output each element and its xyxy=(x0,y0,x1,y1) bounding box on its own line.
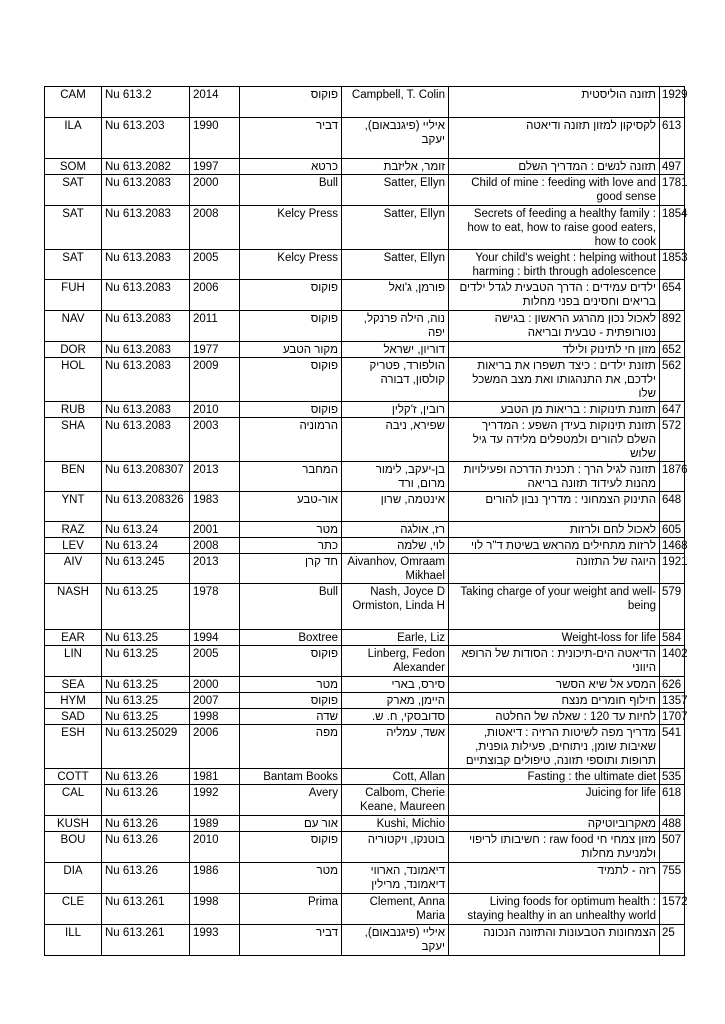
year-cell: 1992 xyxy=(190,785,240,816)
table-row xyxy=(45,863,685,894)
title-cell: רזה - לתמיד xyxy=(449,863,660,894)
call-number-cell: Nu 613.203 xyxy=(102,118,190,159)
call-number-cell: Nu 613.26 xyxy=(102,863,190,894)
year-cell: 2007 xyxy=(190,693,240,709)
record-number-cell: 572 xyxy=(660,418,685,462)
publisher-cell: Boxtree xyxy=(240,630,342,646)
record-number-cell: 1929 xyxy=(660,87,685,118)
publisher-cell: אור עם xyxy=(240,816,342,832)
publisher-cell: פוקוס xyxy=(240,87,342,118)
publisher-cell: פוקוס xyxy=(240,832,342,863)
publisher-cell: דביר xyxy=(240,925,342,956)
table-row xyxy=(45,709,685,725)
publisher-cell: מפה xyxy=(240,725,342,769)
record-number-cell: 1876 xyxy=(660,462,685,492)
publisher-cell: Bantam Books xyxy=(240,769,342,785)
table-row xyxy=(45,358,685,402)
publisher-cell: אור-טבע xyxy=(240,492,342,522)
publisher-cell: Bull xyxy=(240,175,342,206)
publisher-cell: מקור הטבע xyxy=(240,342,342,358)
title-cell: תזונה לגיל הרך : תכנית הדרכה ופעילויות מהנות לעידוד תזונה בריאה xyxy=(449,462,660,492)
year-cell: 1983 xyxy=(190,492,240,522)
table-row xyxy=(45,538,685,554)
record-number-cell: 1357 xyxy=(660,693,685,709)
table-row xyxy=(45,894,685,925)
publisher-cell: שדה xyxy=(240,709,342,725)
title-cell: הצמחונות הטבעונות והתזונה הנכונה xyxy=(449,925,660,956)
record-number-cell: 535 xyxy=(660,769,685,785)
title-cell: Your child's weight : helping without harming : birth through adolescence xyxy=(449,250,660,280)
year-cell: 2009 xyxy=(190,358,240,402)
year-cell: 1998 xyxy=(190,709,240,725)
call-number-cell: Nu 613.25 xyxy=(102,630,190,646)
call-code-cell: CLE xyxy=(45,894,102,925)
author-cell: אינטמה, שרון xyxy=(342,492,449,522)
call-code-cell: KUSH xyxy=(45,816,102,832)
title-cell: מדריך מפה לשיטות הרזיה : דיאטות, שאיבות שומן, ניתוחים, פעילות גופנית, תרופות ותוספי תזונה, טיפולים קבוצתיים xyxy=(449,725,660,769)
record-number-cell: 541 xyxy=(660,725,685,769)
call-code-cell: YNT xyxy=(45,492,102,522)
call-code-cell: DOR xyxy=(45,342,102,358)
author-cell: Satter, Ellyn xyxy=(342,250,449,280)
call-number-cell: Nu 613.25 xyxy=(102,677,190,693)
call-number-cell: Nu 613.2083 xyxy=(102,206,190,250)
record-number-cell: 497 xyxy=(660,159,685,175)
record-number-cell: 652 xyxy=(660,342,685,358)
call-number-cell: Nu 613.2083 xyxy=(102,175,190,206)
call-number-cell: Nu 613.2082 xyxy=(102,159,190,175)
catalog-table xyxy=(44,86,688,956)
call-number-cell: Nu 613.26 xyxy=(102,785,190,816)
author-cell: פורמן, ג'ואל xyxy=(342,280,449,311)
publisher-cell: פוקוס xyxy=(240,358,342,402)
call-code-cell: NAV xyxy=(45,311,102,342)
year-cell: 2006 xyxy=(190,725,240,769)
year-cell: 2006 xyxy=(190,280,240,311)
record-number-cell: 562 xyxy=(660,358,685,402)
title-cell: מזון צמחי חי raw food : חשיבותו לריפוי ולמניעת מחלות xyxy=(449,832,660,863)
call-number-cell: Nu 613.24 xyxy=(102,538,190,554)
publisher-cell: פוקוס xyxy=(240,402,342,418)
year-cell: 1981 xyxy=(190,769,240,785)
table-row xyxy=(45,646,685,677)
record-number-cell: 1707 xyxy=(660,709,685,725)
call-code-cell: ILA xyxy=(45,118,102,159)
record-number-cell: 488 xyxy=(660,816,685,832)
call-code-cell: SAT xyxy=(45,250,102,280)
title-cell: תזונה לנשים : המדריך השלם xyxy=(449,159,660,175)
title-cell: מאקרוביוטיקה xyxy=(449,816,660,832)
publisher-cell: פוקוס xyxy=(240,693,342,709)
record-number-cell: 647 xyxy=(660,402,685,418)
year-cell: 1994 xyxy=(190,630,240,646)
author-cell: Kushi, Michio xyxy=(342,816,449,832)
table-row xyxy=(45,206,685,250)
title-cell: תזונה הוליסטית xyxy=(449,87,660,118)
call-code-cell: EAR xyxy=(45,630,102,646)
call-number-cell: Nu 613.2 xyxy=(102,87,190,118)
author-cell: Campbell, T. Colin xyxy=(342,87,449,118)
record-number-cell: 584 xyxy=(660,630,685,646)
record-number-cell: 25 xyxy=(660,925,685,956)
table-row xyxy=(45,769,685,785)
author-cell: Aivanhov, Omraam Mikhael xyxy=(342,554,449,584)
year-cell: 2003 xyxy=(190,418,240,462)
call-code-cell: RUB xyxy=(45,402,102,418)
year-cell: 1993 xyxy=(190,925,240,956)
title-cell: Weight-loss for life xyxy=(449,630,660,646)
year-cell: 1989 xyxy=(190,816,240,832)
publisher-cell: דביר xyxy=(240,118,342,159)
publisher-cell: Kelcy Press xyxy=(240,206,342,250)
publisher-cell: הרמוניה xyxy=(240,418,342,462)
table-row xyxy=(45,925,685,956)
year-cell: 2014 xyxy=(190,87,240,118)
call-number-cell: Nu 613.26 xyxy=(102,769,190,785)
table-row xyxy=(45,402,685,418)
author-cell: רובין, ז'קלין xyxy=(342,402,449,418)
year-cell: 2008 xyxy=(190,206,240,250)
call-number-cell: Nu 613.25029 xyxy=(102,725,190,769)
author-cell: Cott, Allan xyxy=(342,769,449,785)
call-code-cell: SAD xyxy=(45,709,102,725)
catalog-body xyxy=(45,87,688,956)
record-number-cell: 755 xyxy=(660,863,685,894)
author-cell: Nash, Joyce D Ormiston, Linda H xyxy=(342,584,449,630)
call-code-cell: NASH xyxy=(45,584,102,630)
record-number-cell: 1853 xyxy=(660,250,685,280)
call-number-cell: Nu 613.208326 xyxy=(102,492,190,522)
publisher-cell: מטר xyxy=(240,522,342,538)
year-cell: 2008 xyxy=(190,538,240,554)
table-row xyxy=(45,118,685,159)
author-cell: איליי (פיגנבאום), יעקב xyxy=(342,925,449,956)
call-code-cell: BEN xyxy=(45,462,102,492)
title-cell: היוגה של התזונה xyxy=(449,554,660,584)
publisher-cell: המחבר xyxy=(240,462,342,492)
publisher-cell: מטר xyxy=(240,863,342,894)
call-code-cell: LEV xyxy=(45,538,102,554)
year-cell: 1998 xyxy=(190,894,240,925)
table-row xyxy=(45,418,685,462)
table-row xyxy=(45,159,685,175)
table-row xyxy=(45,785,685,816)
call-code-cell: LIN xyxy=(45,646,102,677)
title-cell: המסע אל שיא הסשר xyxy=(449,677,660,693)
table-row xyxy=(45,630,685,646)
title-cell: לחיות עד 120 : שאלה של החלטה xyxy=(449,709,660,725)
author-cell: דיאמונד, הארווי דיאמונד, מרילין xyxy=(342,863,449,894)
call-number-cell: Nu 613.2083 xyxy=(102,250,190,280)
title-cell: לאכול נכון מהרגע הראשון : בגישה נטורופתית - טבעית ובריאה xyxy=(449,311,660,342)
author-cell: זומר, אליזבת xyxy=(342,159,449,175)
call-code-cell: ESH xyxy=(45,725,102,769)
call-number-cell: Nu 613.25 xyxy=(102,584,190,630)
title-cell: תזונת תינוקות : בריאות מן הטבע xyxy=(449,402,660,418)
call-number-cell: Nu 613.26 xyxy=(102,816,190,832)
title-cell: ילדים עמידים : הדרך הטבעית לגדל ילדים בריאים וחסינים בפני מחלות xyxy=(449,280,660,311)
record-number-cell: 648 xyxy=(660,492,685,522)
title-cell: תזונת תינוקות בעידן השפע : המדריך השלם להורים ולמטפלים מלידה עד גיל שלוש xyxy=(449,418,660,462)
table-row xyxy=(45,87,685,118)
call-number-cell: Nu 613.2083 xyxy=(102,311,190,342)
call-code-cell: AIV xyxy=(45,554,102,584)
title-cell: מזון חי לתינוק ולילד xyxy=(449,342,660,358)
table-row xyxy=(45,342,685,358)
title-cell: הדיאטה הים-תיכונית : הסודות של הרופא היווני xyxy=(449,646,660,677)
call-number-cell: Nu 613.2083 xyxy=(102,358,190,402)
author-cell: בן-יעקב, לימור מרום, ורד xyxy=(342,462,449,492)
year-cell: 2013 xyxy=(190,554,240,584)
title-cell: Living foods for optimum health : staying healthy in an unhealthy world xyxy=(449,894,660,925)
title-cell: לקסיקון למזון תזונה ודיאטה xyxy=(449,118,660,159)
year-cell: 2000 xyxy=(190,677,240,693)
publisher-cell: פוקוס xyxy=(240,280,342,311)
author-cell: Clement, Anna Maria xyxy=(342,894,449,925)
publisher-cell: חד קרן xyxy=(240,554,342,584)
call-number-cell: Nu 613.2083 xyxy=(102,342,190,358)
call-code-cell: SAT xyxy=(45,175,102,206)
call-number-cell: Nu 613.24 xyxy=(102,522,190,538)
author-cell: Calbom, Cherie Keane, Maureen xyxy=(342,785,449,816)
call-code-cell: FUH xyxy=(45,280,102,311)
record-number-cell: 1854 xyxy=(660,206,685,250)
call-code-cell: RAZ xyxy=(45,522,102,538)
year-cell: 1977 xyxy=(190,342,240,358)
table-row xyxy=(45,492,685,522)
call-number-cell: Nu 613.261 xyxy=(102,925,190,956)
publisher-cell: Prima xyxy=(240,894,342,925)
year-cell: 1990 xyxy=(190,118,240,159)
record-number-cell: 1781 xyxy=(660,175,685,206)
year-cell: 2005 xyxy=(190,250,240,280)
publisher-cell: כרטא xyxy=(240,159,342,175)
table-row xyxy=(45,522,685,538)
record-number-cell: 605 xyxy=(660,522,685,538)
call-code-cell: ILL xyxy=(45,925,102,956)
year-cell: 1978 xyxy=(190,584,240,630)
call-number-cell: Nu 613.2083 xyxy=(102,418,190,462)
author-cell: היימן, מארק xyxy=(342,693,449,709)
table-row xyxy=(45,584,685,630)
call-code-cell: SOM xyxy=(45,159,102,175)
author-cell: נוה, הילה פרנקל, יפה xyxy=(342,311,449,342)
title-cell: תזונת ילדים : כיצד תשפרו את בריאות ילדכם, את התנהגותו ואת מצב המשכל שלו xyxy=(449,358,660,402)
author-cell: בוטנקו, ויקטוריה xyxy=(342,832,449,863)
call-number-cell: Nu 613.208307 xyxy=(102,462,190,492)
record-number-cell: 507 xyxy=(660,832,685,863)
author-cell: שפירא, ניבה xyxy=(342,418,449,462)
call-code-cell: CAL xyxy=(45,785,102,816)
year-cell: 1986 xyxy=(190,863,240,894)
title-cell: חילוף חומרים מנצח xyxy=(449,693,660,709)
call-number-cell: Nu 613.261 xyxy=(102,894,190,925)
year-cell: 2000 xyxy=(190,175,240,206)
title-cell: Child of mine : feeding with love and good sense xyxy=(449,175,660,206)
call-code-cell: SHA xyxy=(45,418,102,462)
year-cell: 2010 xyxy=(190,832,240,863)
author-cell: אשד, עמליה xyxy=(342,725,449,769)
record-number-cell: 613 xyxy=(660,118,685,159)
call-number-cell: Nu 613.25 xyxy=(102,709,190,725)
table-row xyxy=(45,725,685,769)
record-number-cell: 1468 xyxy=(660,538,685,554)
publisher-cell: Avery xyxy=(240,785,342,816)
publisher-cell: מטר xyxy=(240,677,342,693)
call-code-cell: COTT xyxy=(45,769,102,785)
table-row xyxy=(45,280,685,311)
call-code-cell: SEA xyxy=(45,677,102,693)
year-cell: 2011 xyxy=(190,311,240,342)
year-cell: 2001 xyxy=(190,522,240,538)
year-cell: 2005 xyxy=(190,646,240,677)
table-row xyxy=(45,677,685,693)
author-cell: רז, אולגה xyxy=(342,522,449,538)
table-row xyxy=(45,693,685,709)
table-row xyxy=(45,832,685,863)
title-cell: Secrets of feeding a healthy family : how to eat, how to raise good eaters, how to cook xyxy=(449,206,660,250)
publisher-cell: Bull xyxy=(240,584,342,630)
author-cell: Earle, Liz xyxy=(342,630,449,646)
author-cell: סדובסקי, ח. ש. xyxy=(342,709,449,725)
title-cell: התינוק הצמחוני : מדריך נבון להורים xyxy=(449,492,660,522)
call-number-cell: Nu 613.2083 xyxy=(102,280,190,311)
author-cell: Satter, Ellyn xyxy=(342,206,449,250)
author-cell: Linberg, Fedon Alexander xyxy=(342,646,449,677)
call-code-cell: BOU xyxy=(45,832,102,863)
record-number-cell: 1402 xyxy=(660,646,685,677)
record-number-cell: 892 xyxy=(660,311,685,342)
call-code-cell: HOL xyxy=(45,358,102,402)
title-cell: Juicing for life xyxy=(449,785,660,816)
record-number-cell: 1572 xyxy=(660,894,685,925)
record-number-cell: 654 xyxy=(660,280,685,311)
author-cell: הולפורד, פטריק קולסון, דבורה xyxy=(342,358,449,402)
record-number-cell: 1921 xyxy=(660,554,685,584)
publisher-cell: Kelcy Press xyxy=(240,250,342,280)
call-code-cell: HYM xyxy=(45,693,102,709)
title-cell: Fasting : the ultimate diet xyxy=(449,769,660,785)
author-cell: Satter, Ellyn xyxy=(342,175,449,206)
publisher-cell: פוקוס xyxy=(240,311,342,342)
table-row xyxy=(45,462,685,492)
call-number-cell: Nu 613.245 xyxy=(102,554,190,584)
call-number-cell: Nu 613.25 xyxy=(102,693,190,709)
table-row xyxy=(45,311,685,342)
record-number-cell: 618 xyxy=(660,785,685,816)
title-cell: לאכול לחם ולרזות xyxy=(449,522,660,538)
author-cell: דוריון, ישראל xyxy=(342,342,449,358)
year-cell: 2010 xyxy=(190,402,240,418)
call-code-cell: SAT xyxy=(45,206,102,250)
call-number-cell: Nu 613.26 xyxy=(102,832,190,863)
author-cell: לוי, שלמה xyxy=(342,538,449,554)
year-cell: 2013 xyxy=(190,462,240,492)
record-number-cell: 626 xyxy=(660,677,685,693)
record-number-cell: 579 xyxy=(660,584,685,630)
publisher-cell: כתר xyxy=(240,538,342,554)
table-row xyxy=(45,554,685,584)
year-cell: 1997 xyxy=(190,159,240,175)
call-number-cell: Nu 613.2083 xyxy=(102,402,190,418)
table-row xyxy=(45,250,685,280)
table-row xyxy=(45,175,685,206)
title-cell: לרזות מתחילים מהראש בשיטת ד"ר לוי xyxy=(449,538,660,554)
author-cell: איליי (פיגנבאום), יעקב xyxy=(342,118,449,159)
publisher-cell: פוקוס xyxy=(240,646,342,677)
title-cell: Taking charge of your weight and well-being xyxy=(449,584,660,630)
call-code-cell: CAM xyxy=(45,87,102,118)
author-cell: סירס, בארי xyxy=(342,677,449,693)
call-code-cell: DIA xyxy=(45,863,102,894)
call-number-cell: Nu 613.25 xyxy=(102,646,190,677)
table-row xyxy=(45,816,685,832)
